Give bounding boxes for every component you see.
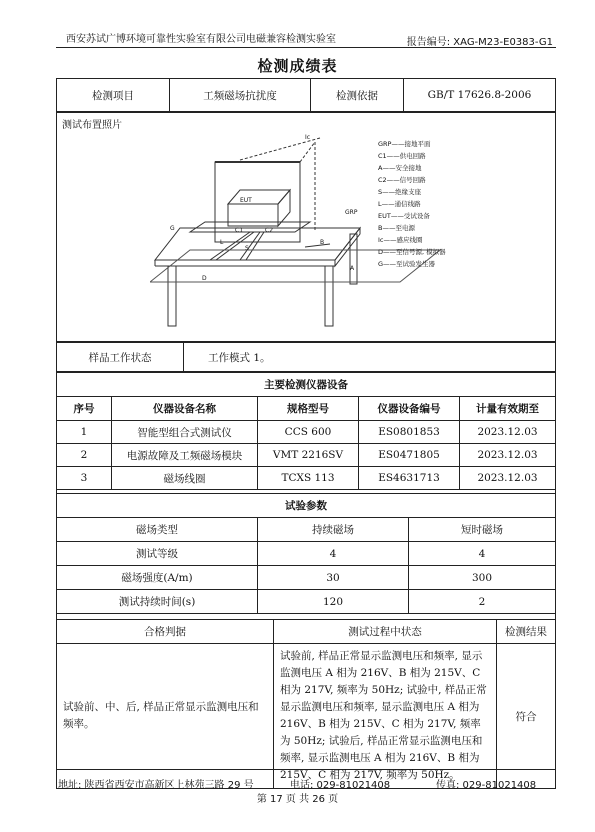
process-text: 试验前, 样品正常显示监测电压和频率, 显示监测电压 A 相为 216V、B 相为 215V、C 相为 217V, 频率为 50Hz; 试验中, 样品正常显示监测电压和频率, 显示监测电压 A 相为 216V、B 相为 215V、C 相为 217V, 频率为 50Hz; 试验后, 样品正常显示监测电压和频率, 显示监测电压 A 相为 216V、B 相为 215V、C 相为 217V, 频率为 50Hz。 <box>274 644 497 789</box>
cell: 1 <box>57 421 112 444</box>
cell: 2 <box>57 444 112 467</box>
table-row <box>57 566 556 590</box>
col-header: 规格型号 <box>258 397 359 421</box>
basis-value: GB/T 17626.8-2006 <box>404 79 556 112</box>
cell: 测试等级 <box>57 542 258 566</box>
process-header: 测试过程中状态 <box>274 620 497 644</box>
sample-state-label: 样品工作状态 <box>57 343 184 372</box>
col-header: 仪器设备编号 <box>359 397 460 421</box>
page-title: 检测成绩表 <box>257 57 338 75</box>
label-g: G <box>170 225 175 232</box>
label-a: A <box>350 265 355 272</box>
col-header: 序号 <box>57 397 112 421</box>
page-number: 第 17 页 共 26 页 <box>256 794 339 805</box>
table-row <box>57 518 556 542</box>
sample-state-value: 工作模式 1。 <box>184 343 556 372</box>
cell: 4 <box>258 542 409 566</box>
header-divider <box>56 47 556 48</box>
legend-item: D——至信号源, 模拟器 <box>378 248 446 256</box>
footer-tel: 电话: 029-81021408 <box>290 780 391 791</box>
cell: CCS 600 <box>258 421 359 444</box>
cell: 300 <box>409 566 556 590</box>
label-c1: C1 <box>235 227 244 234</box>
cell: 2023.12.03 <box>460 444 556 467</box>
result-value: 符合 <box>497 644 556 789</box>
item-label: 检测项目 <box>57 79 170 112</box>
legend-item: EUT——受试设备 <box>378 212 430 220</box>
test-setup-diagram <box>150 132 450 337</box>
label-s: S <box>245 245 249 252</box>
col-header: 仪器设备名称 <box>112 397 258 421</box>
criterion-header: 合格判据 <box>57 620 274 644</box>
cell: 磁场线圈 <box>112 467 258 490</box>
params-table <box>56 493 556 614</box>
sample-state-table <box>56 342 556 372</box>
cell: 磁场类型 <box>57 518 258 542</box>
equipment-table <box>56 372 556 490</box>
label-c2: C2 <box>265 227 274 234</box>
item-value: 工频磁场抗扰度 <box>170 79 311 112</box>
cell: 智能型组合式测试仪 <box>112 421 258 444</box>
cell: 120 <box>258 590 409 614</box>
table-row <box>57 444 556 467</box>
cell: ES4631713 <box>359 467 460 490</box>
cell: ES0471805 <box>359 444 460 467</box>
legend-item: C1——供电回路 <box>378 152 426 160</box>
legend-item: G——至试验发生器 <box>378 260 436 268</box>
legend-item: A——安全接地 <box>378 164 422 172</box>
cell: 2 <box>409 590 556 614</box>
equipment-section-title: 主要检测仪器设备 <box>57 373 556 397</box>
label-ic: Ic <box>305 134 311 141</box>
cell: 持续磁场 <box>258 518 409 542</box>
cell: 电源故障及工频磁场模块 <box>112 444 258 467</box>
table-row <box>57 467 556 490</box>
cell: 3 <box>57 467 112 490</box>
cell: 2023.12.03 <box>460 421 556 444</box>
results-table <box>56 619 556 789</box>
legend-item: Ic——感应线圈 <box>378 236 423 244</box>
criterion-text: 试验前、中、后, 样品正常显示监测电压和频率。 <box>57 644 274 789</box>
footer-address: 地址: 陕西省西安市高新区上林苑三路 29 号 <box>58 780 254 791</box>
label-d: D <box>202 275 207 282</box>
cell: 2023.12.03 <box>460 467 556 490</box>
cell: 磁场强度(A/m) <box>57 566 258 590</box>
label-l: L <box>220 239 224 246</box>
info-table <box>56 78 556 112</box>
table-row <box>57 421 556 444</box>
legend-item: C2——信号回路 <box>378 176 426 184</box>
cell: TCXS 113 <box>258 467 359 490</box>
cell: VMT 2216SV <box>258 444 359 467</box>
cell: 测试持续时间(s) <box>57 590 258 614</box>
label-grp: GRP <box>345 209 358 216</box>
params-section-title: 试验参数 <box>57 494 556 518</box>
report-number: 报告编号: XAG-M23-E0383-G1 <box>406 37 553 48</box>
cell: 4 <box>409 542 556 566</box>
cell: ES0801853 <box>359 421 460 444</box>
header-org: 西安苏试广博环境可靠性实验室有限公司电磁兼容检测实验室 <box>66 34 336 45</box>
basis-label: 检测依据 <box>311 79 404 112</box>
footer-fax: 传真: 029-81021408 <box>436 780 537 791</box>
page-header <box>0 0 595 50</box>
cell: 30 <box>258 566 409 590</box>
result-header: 检测结果 <box>497 620 556 644</box>
cell: 短时磁场 <box>409 518 556 542</box>
label-eut: EUT <box>240 197 252 204</box>
col-header: 计量有效期至 <box>460 397 556 421</box>
photo-label: 测试布置照片 <box>62 120 122 131</box>
legend-item: B——至电源 <box>378 224 415 232</box>
legend-item: L——通信线路 <box>378 200 421 208</box>
table-row <box>57 590 556 614</box>
label-b: B <box>320 239 325 246</box>
diagram-legend <box>378 139 446 268</box>
legend-item: S——绝缘支座 <box>378 188 422 196</box>
legend-item: GRP——接地平面 <box>378 140 431 148</box>
table-row <box>57 542 556 566</box>
